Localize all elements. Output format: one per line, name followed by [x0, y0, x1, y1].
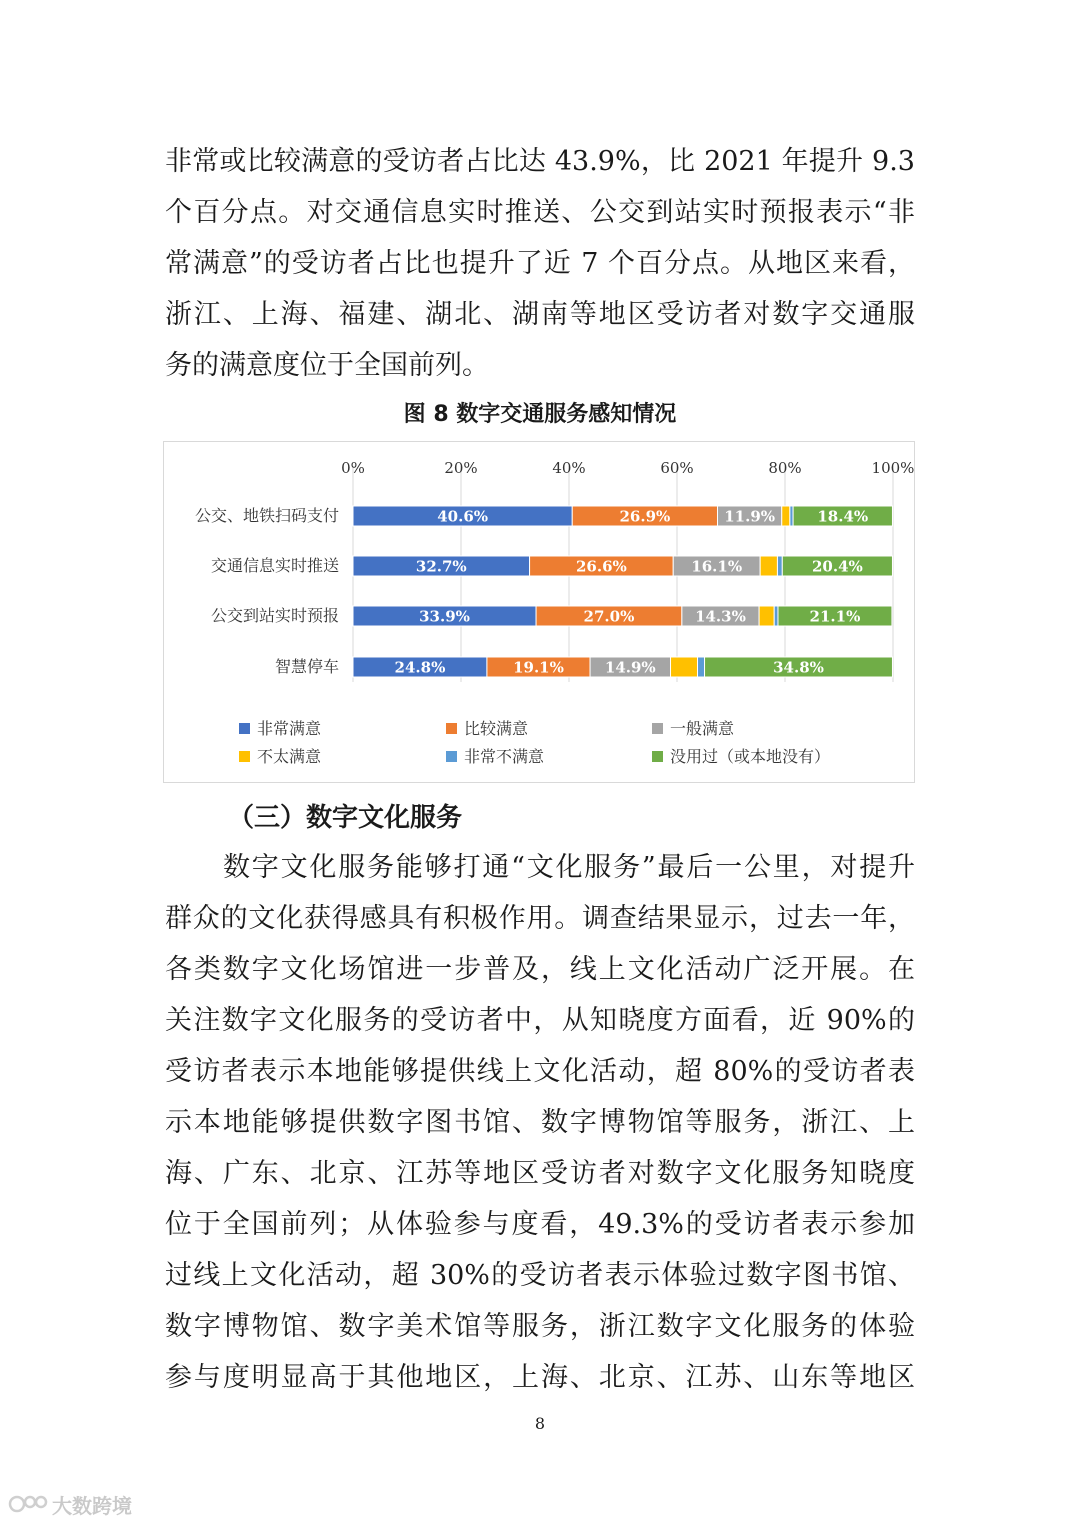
legend-swatch — [239, 723, 250, 734]
data-label: 34.8% — [773, 658, 824, 677]
paragraph-line: 参与度明显高于其他地区，上海、北京、江苏、山东等地区 — [165, 1362, 915, 1393]
paragraph-line: 示本地能够提供数字图书馆、数字博物馆等服务，浙江、上 — [165, 1107, 915, 1138]
legend-swatch — [446, 723, 457, 734]
legend-label: 不太满意 — [257, 747, 322, 766]
category-label: 智慧停车 — [274, 657, 339, 676]
bar-segment — [774, 606, 778, 626]
watermark-text: 大数跨境 — [52, 1493, 132, 1518]
paragraph-line: 关注数字文化服务的受访者中，从知晓度方面看，近 90%的 — [165, 1005, 915, 1036]
data-label: 14.3% — [695, 607, 746, 626]
paragraph-line: 浙江、上海、福建、湖北、湖南等地区受访者对数字交通服 — [165, 299, 915, 330]
bar-segment — [698, 657, 705, 677]
paragraph-line: 位于全国前列；从体验参与度看，49.3%的受访者表示参加 — [165, 1209, 915, 1240]
legend-swatch — [652, 723, 663, 734]
bar-segment — [777, 556, 782, 576]
bar-segment — [782, 506, 790, 526]
paragraph-line: 受访者表示本地能够提供线上文化活动，超 80%的受访者表 — [165, 1056, 915, 1087]
legend-label: 比较满意 — [464, 719, 529, 738]
data-label: 33.9% — [419, 607, 470, 626]
watermark — [8, 1489, 132, 1519]
paragraph-line: 数字博物馆、数字美术馆等服务，浙江数字文化服务的体验 — [165, 1311, 915, 1342]
bar-segment — [760, 556, 777, 576]
data-label: 20.4% — [811, 557, 863, 576]
paragraph-line: 非常或比较满意的受访者占比达 43.9%，比 2021 年提升 9.3 — [165, 146, 915, 177]
bar-segment — [671, 657, 698, 677]
legend-swatch — [239, 751, 250, 762]
category-label: 交通信息实时推送 — [210, 556, 339, 575]
brand-logo-icon — [8, 1492, 48, 1516]
paragraph-line: 各类数字文化场馆进一步普及，线上文化活动广泛开展。在 — [165, 954, 915, 985]
data-label: 14.9% — [604, 658, 656, 677]
data-label: 18.4% — [817, 507, 869, 526]
data-label: 16.1% — [691, 557, 743, 576]
legend-label: 没用过（或本地没有） — [670, 747, 831, 766]
x-tick-label: 0% — [341, 459, 365, 477]
data-label: 32.7% — [415, 557, 467, 576]
paragraph-line: 务的满意度位于全国前列。 — [165, 350, 489, 381]
data-label: 27.0% — [583, 607, 635, 626]
data-label: 26.6% — [576, 557, 627, 576]
legend-swatch — [446, 751, 457, 762]
data-label: 21.1% — [809, 607, 861, 626]
section-heading: （三）数字文化服务 — [228, 803, 463, 833]
paragraph-line: 过线上文化活动，超 30%的受访者表示体验过数字图书馆、 — [165, 1260, 915, 1291]
category-label: 公交、地铁扫码支付 — [194, 506, 339, 525]
paragraph-line: 个百分点。对交通信息实时推送、公交到站实时预报表示“非 — [165, 197, 915, 228]
legend-swatch — [652, 751, 663, 762]
x-tick-label: 100% — [871, 459, 914, 477]
legend-label: 非常不满意 — [464, 747, 545, 766]
data-label: 26.9% — [619, 507, 671, 526]
legend-label: 一般满意 — [670, 719, 735, 738]
chart-canvas — [164, 442, 914, 782]
paragraph-line: 数字文化服务能够打通“文化服务”最后一公里，对提升 — [223, 852, 915, 883]
legend-label: 非常满意 — [257, 719, 322, 738]
data-label: 19.1% — [513, 658, 564, 677]
x-tick-label: 20% — [444, 459, 478, 477]
paragraph-line: 海、广东、北京、江苏等地区受访者对数字文化服务知晓度 — [165, 1158, 915, 1189]
paragraph-line: 常满意”的受访者占比也提升了近 7 个百分点。从地区来看， — [165, 248, 915, 279]
data-label: 24.8% — [394, 658, 446, 677]
x-tick-label: 80% — [768, 459, 802, 477]
bar-segment — [759, 606, 774, 626]
stacked-bar-chart — [163, 441, 915, 783]
data-label: 11.9% — [724, 507, 776, 526]
body-paragraph-2 — [165, 842, 915, 1403]
x-tick-label: 40% — [552, 459, 586, 477]
paragraph-line: 群众的文化获得感具有积极作用。调查结果显示，过去一年， — [165, 903, 915, 934]
body-paragraph-1 — [165, 136, 915, 391]
page-number: 8 — [534, 1414, 546, 1433]
category-label: 公交到站实时预报 — [210, 606, 339, 625]
data-label: 40.6% — [437, 507, 489, 526]
x-tick-label: 60% — [660, 459, 694, 477]
figure-title: 图 8 数字交通服务感知情况 — [403, 402, 677, 427]
